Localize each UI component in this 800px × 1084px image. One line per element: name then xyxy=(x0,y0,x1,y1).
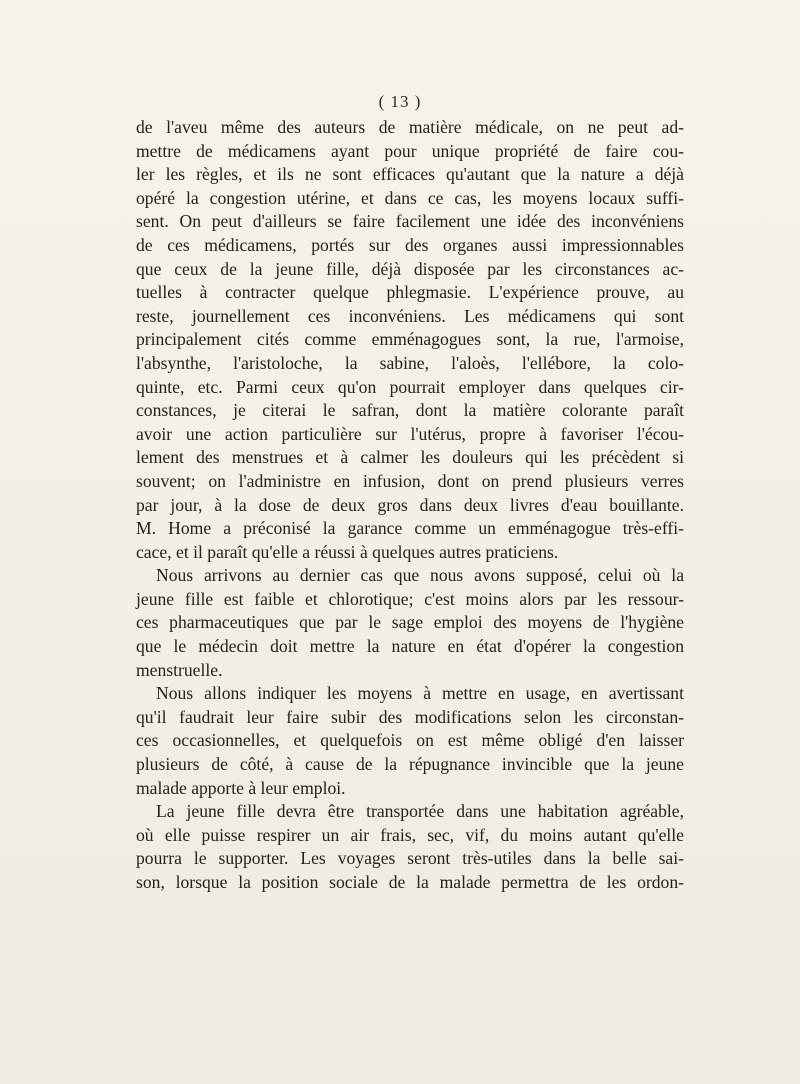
text-line: ler les règles, et ils ne sont efficaces qu'autant que la nature a déjà xyxy=(136,164,684,185)
paragraph xyxy=(136,682,684,800)
text-line: par jour, à la dose de deux gros dans deux livres d'eau bouillante. xyxy=(136,494,684,515)
text-line: qu'il faudrait leur faire subir des modifications selon les circonstan- xyxy=(136,706,684,727)
paragraph xyxy=(136,116,684,564)
text-line: Nous allons indiquer les moyens à mettre en usage, en avertissant xyxy=(156,683,684,704)
text-line: ces occasionnelles, et quelquefois on est même obligé d'en laisser xyxy=(136,730,684,751)
text-line: cace, et il paraît qu'elle a réussi à quelques autres praticiens. xyxy=(136,541,559,562)
text-line: lement des menstrues et à calmer les douleurs qui les précèdent si xyxy=(136,447,684,468)
text-line: de l'aveu même des auteurs de matière médicale, on ne peut ad- xyxy=(136,117,684,137)
text-line: plusieurs de côté, à cause de la répugnance invincible que la jeune xyxy=(136,754,684,775)
text-line: pourra le supporter. Les voyages seront très-utiles dans la belle sai- xyxy=(136,848,684,869)
text-line: reste, journellement ces inconvéniens. Les médicamens qui sont xyxy=(136,305,684,326)
text-line: tuelles à contracter quelque phlegmasie. L'expérience prouve, au xyxy=(136,282,684,303)
paragraph xyxy=(136,800,684,894)
page-number: ( 13 ) xyxy=(378,92,422,111)
text-line: Nous arrivons au dernier cas que nous avons supposé, celui où la xyxy=(156,565,684,586)
text-line: ces pharmaceutiques que par le sage emploi des moyens de l'hygiène xyxy=(136,612,684,633)
text-line: souvent; on l'administre en infusion, dont on prend plusieurs verres xyxy=(136,470,684,491)
text-line: quinte, etc. Parmi ceux qu'on pourrait employer dans quelques cir- xyxy=(136,376,684,397)
text-line: l'absynthe, l'aristoloche, la sabine, l'aloès, l'ellébore, la colo- xyxy=(136,352,684,373)
text-line: que ceux de la jeune fille, déjà disposée par les circonstances ac- xyxy=(136,258,684,279)
text-line: principalement cités comme emménagogues sont, la rue, l'armoise, xyxy=(136,329,684,350)
text-line: La jeune fille devra être transportée dans une habitation agréable, xyxy=(156,801,684,822)
body-text xyxy=(136,116,684,895)
text-line: que le médecin doit mettre la nature en état d'opérer la congestion xyxy=(136,636,684,657)
text-line: mettre de médicamens ayant pour unique propriété de faire cou- xyxy=(136,140,684,161)
text-line: sent. On peut d'ailleurs se faire facilement une idée des inconvéniens xyxy=(136,211,684,232)
text-line: avoir une action particulière sur l'utérus, propre à favoriser l'écou- xyxy=(136,423,684,444)
text-line: menstruelle. xyxy=(136,659,223,680)
text-line: M. Home a préconisé la garance comme un emménagogue très-effi- xyxy=(136,518,684,539)
text-line: constances, je citerai le safran, dont la matière colorante paraît xyxy=(136,400,684,421)
text-line: où elle puisse respirer un air frais, sec, vif, du moins autant qu'elle xyxy=(136,824,684,845)
text-line: opéré la congestion utérine, et dans ce cas, les moyens locaux suffi- xyxy=(136,187,684,208)
text-line: de ces médicamens, portés sur des organes aussi impressionnables xyxy=(136,234,684,255)
text-line: son, lorsque la position sociale de la malade permettra de les ordon- xyxy=(136,872,684,892)
text-line: jeune fille est faible et chlorotique; c'est moins alors par les ressour- xyxy=(136,588,684,609)
paragraph xyxy=(136,564,684,682)
text-line: malade apporte à leur emploi. xyxy=(136,777,346,798)
